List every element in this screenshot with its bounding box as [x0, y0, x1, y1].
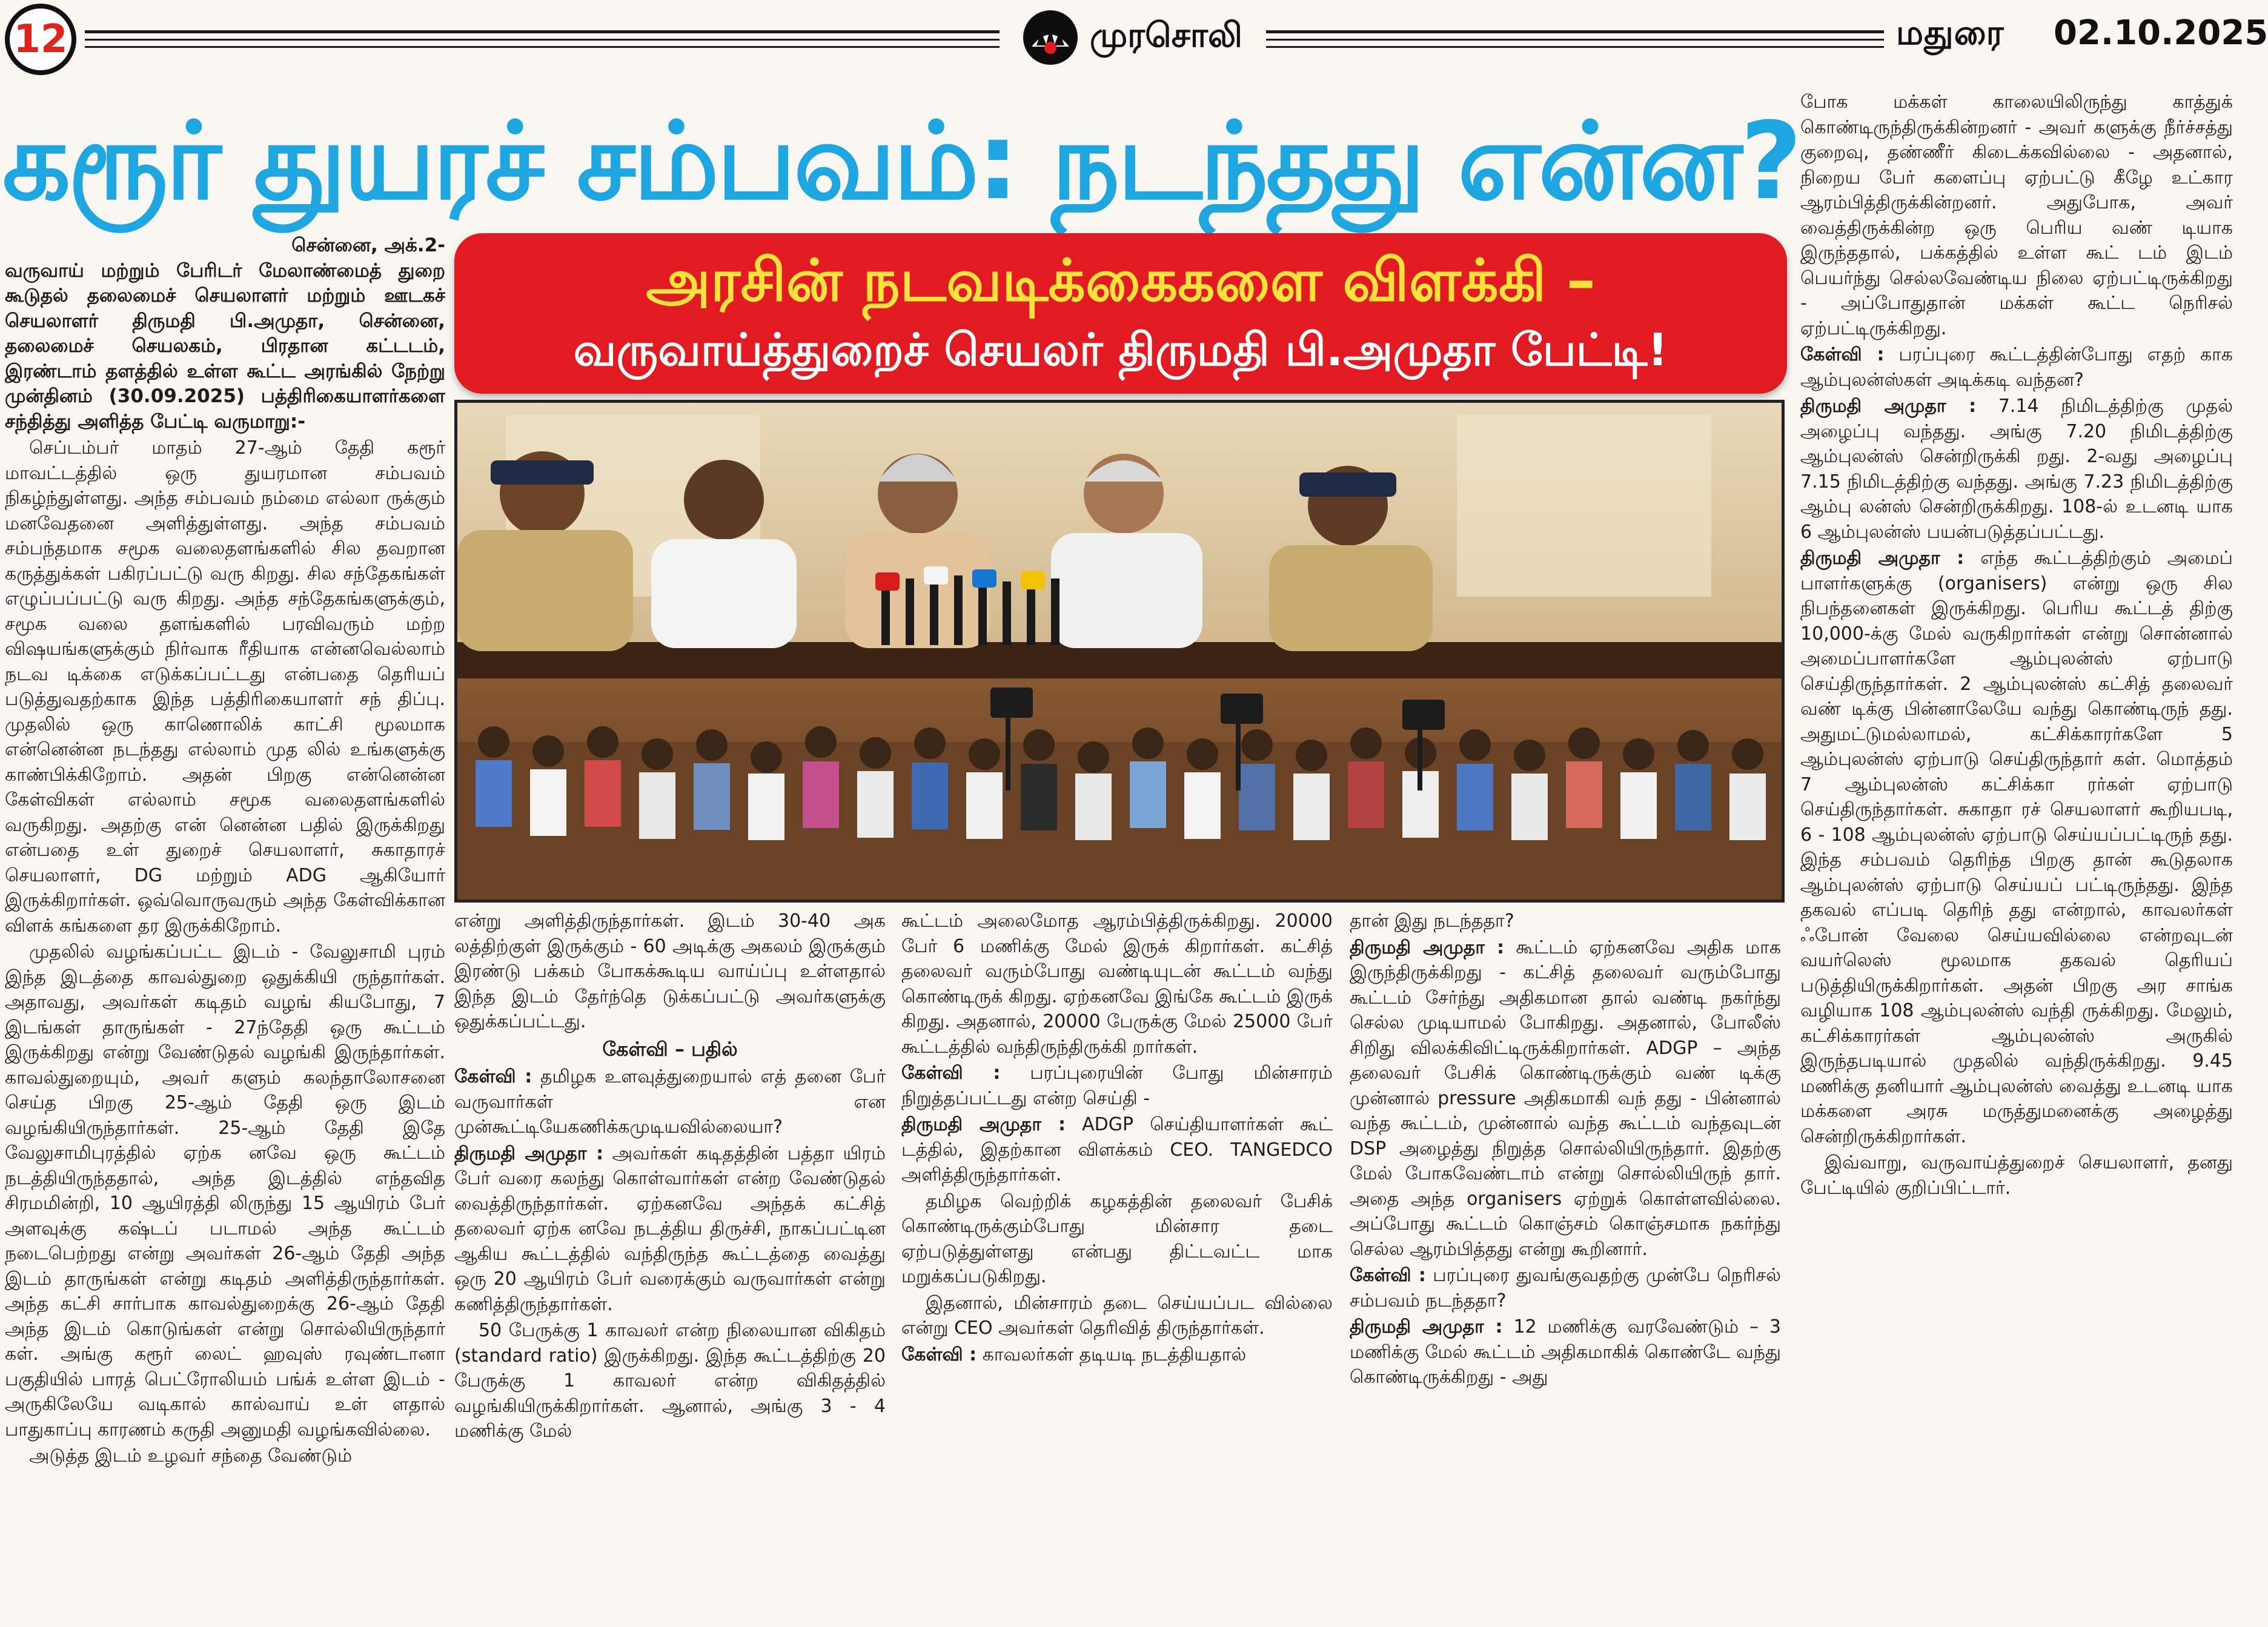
press-meet-photo [454, 400, 1785, 903]
article-paragraph: போக மக்கள் காலையிலிருந்து காத்துக் கொண்டிருந்திருக்கின்றனர் - அவர் களுக்கு நீர்ச்சத்து குறைவு, தண்ணீர் கிடைக்கவில்லை - அதனால், நிறைய பேர் களைப்பு ஏற்பட்டு கீழே உட்கார ஆரம்பித்திருக்கின்றனர். அதுபோக, அவர் வைத்திருக்கின்ற ஒரு பெரிய வண் டியாக இருந்ததால், பக்கத்தில் உள்ள கூட் டம் இடம் பெயர்ந்து செல்லவேண்டிய நிலை ஏற்பட்டிருக்கிறது - அப்போதுதான் மக்கள் கூட்ட நெரிசல் ஏற்பட்டிருக்கிறது. [1800, 91, 2233, 339]
article-paragraph: 50 பேருக்கு 1 காவலர் என்ற நிலையான விகிதம் (standard ratio) இருக்கிறது. இந்த கூட்டத்திற்கு 20 பேருக்கு 1 காவலர் என்ற விகிதத்தில் வழங்கியிருக்கிறார்கள். ஆனால், அங்கு 3 - 4 மணிக்கு மேல் [454, 1320, 886, 1442]
qa-label: கேள்வி : [1350, 1265, 1426, 1286]
article-closing: இவ்வாறு, வருவாய்த்துறைச் செயலாளர், தனது பேட்டியில் குறிப்பிட்டார். [1800, 1152, 2233, 1199]
qa-text: 7.14 நிமிடத்திற்கு முதல் அழைப்பு வந்தது. அங்கு 7.20 நிமிடத்திற்கு ஆம்புலன்ஸ் சென்றிருக்கி றது. 2-வது அழைப்பு 7.15 நிமிடத்திற்கு வந்தது. அங்கு 7.23 நிமிடத்திற்கு ஆம்பு லன்ஸ் சென்றிருக்கிறது. 108-ல் உடனடி யாக 6 ஆம்புலன்ஸ் பயன்படுத்தப்பட்டது. [1800, 396, 2233, 543]
qa-item [1800, 394, 2233, 545]
qa-label: கேள்வி : [454, 1066, 532, 1087]
page-number: 12 [5, 4, 76, 75]
brand-name: முரசொலி [1090, 16, 1242, 55]
rising-sun-icon [1023, 10, 1078, 65]
headline: கரூர் துயரச் சம்பவம்: நடந்தது என்ன? [2, 99, 1800, 224]
qa-text: பரப்புரை துவங்குவதற்கு முன்பே நெரிசல் சம்பவம் நடந்ததா? [1350, 1265, 1782, 1311]
qa-label: திருமதி அமுதா : [1800, 396, 1977, 417]
qa-item [454, 1064, 886, 1140]
article-column-4 [1350, 909, 1781, 1623]
qa-label: கேள்வி : [901, 1062, 1001, 1084]
qa-label: திருமதி அமுதா : [454, 1142, 604, 1164]
qa-item [1350, 1263, 1781, 1313]
article-paragraph: என்று அளித்திருந்தார்கள். இடம் 30-40 அக லத்திற்குள் இருக்கும் - 60 அடிக்கு அகலம் இருக்கும் இரண்டு பக்கம் போகக்கூடிய வாய்ப்பு உள்ளதால் இந்த இடம் தேர்ந்தெ டுக்கப்பட்டு அவர்களுக்கு ஒதுக்கப்பட்டது. [454, 910, 886, 1032]
qa-item [1350, 935, 1781, 1262]
qa-text: 12 மணிக்கு வரவேண்டும் – 3 மணிக்கு மேல் கூட்டம் அதிகமாகிக் கொண்டே வந்து கொண்டிருக்கிறது - அது [1350, 1316, 1781, 1388]
edition-label: மதுரை [1896, 13, 2004, 53]
article-column-3 [901, 909, 1333, 1623]
masthead-rule [85, 39, 1000, 41]
banner-line-1: அரசின் நடவடிக்கைகளை விளக்கி – [646, 247, 1596, 314]
masthead [0, 0, 2268, 73]
qa-item [1800, 342, 2233, 393]
qa-item [454, 1141, 886, 1317]
qa-text: தமிழக உளவுத்துறையால் எத் தனை பேர் வருவார்கள் என முன்கூட்டியேகணிக்கமுடியவில்லையா? [454, 1066, 886, 1138]
qa-label: திருமதி அமுதா : [1350, 1316, 1503, 1337]
qa-text: ADGP செய்தியாளர்கள் கூட் டத்தில், இதற்கான விளக்கம் CEO. TANGEDCO அளித்திருந்தார்கள். [901, 1114, 1333, 1185]
qa-text: எந்த கூட்டத்திற்கும் அமைப் பாளர்களுக்கு (organisers) என்று ஒரு சில நிபந்தனைகள் இருக்கிறது. பெரிய கூட்டத் திற்கு 10,000-க்கு மேல் வருகிறார்கள் என்று சொன்னால் அமைப்பாளர்களே ஆம்புலன்ஸ் ஏற்பாடு செய்திருந்தார்கள். 2 ஆம்புலன்ஸ் கட்சித் தலைவர் வண் டிக்கு பின்னாலேயே வந்து கொண்டிருந் தது. அதுமட்டுமல்லாமல், கட்சிக்காரர்களே 5 ஆம்புலன்ஸ் ஏற்பாடு செய்திருந்தார் கள். மொத்தம் 7 ஆம்புலன்ஸ் கட்சிக்கா ரர்கள் ஏற்பாடு செய்திருந்தார்கள். சுகாதா ரச் செயலாளர் கூறியபடி, 6 - 108 ஆம்புலன்ஸ் ஏற்பாடு செய்யப்பட்டிருந் தது. இந்த சம்பவம் தெரிந்த பிறகு தான் கூடுதலாக ஆம்புலன்ஸ் ஏற்பாடு செய்யப் பட்டிருந்தது. இந்த தகவல் எப்படி தெரிந் தது என்றால், காவலர்கள் ஃபோன் வேலை செய்யவில்லை என்றவுடன் வயர்லெஸ் மூலமாக தகவல் தெரியப் படுத்தியிருக்கிறார்கள். அதன் பிறகு அர சாங்க வழியாக 108 ஆம்புலன்ஸ் வந்தி ருக்கிறது. மேலும், கட்சிக்காரர்கள் ஆம்புலன்ஸ் அருகில் இருந்தபடியால் முதலில் வந்திருக்கிறது. 9.45 மணிக்கு தனியார் ஆம்புலன்ஸ் வைத்து உடனடி யாக மக்களை அரசு மருத்துமனைக்கு அழைத்து சென்றிருக்கிறார்கள். [1800, 548, 2233, 1147]
article-paragraph: அடுத்த இடம் உழவர் சந்தை வேண்டும் [29, 1445, 353, 1466]
qa-label: திருமதி அமுதா : [901, 1114, 1066, 1135]
article-column-1 [5, 233, 445, 1620]
qa-text: பரப்புரையின் போது மின்சாரம் நிறுத்தப்பட்டது என்ற செய்தி - [901, 1062, 1333, 1109]
subheadline-banner [454, 233, 1787, 394]
qa-label: கேள்வி : [901, 1344, 977, 1365]
article-paragraph: தமிழக வெற்றிக் கழகத்தின் தலைவர் பேசிக் கொண்டிருக்கும்போது மின்சார தடை ஏற்படுத்துள்ளது என்பது திட்டவட்ட மாக மறுக்கப்படுகிறது. [901, 1190, 1333, 1287]
article-column-2 [454, 909, 886, 1623]
article-paragraph: தான் இது நடந்ததா? [1350, 910, 1514, 932]
banner-line-2: வருவாய்த்துறைச் செயலர் திருமதி பி.அமுதா பேட்டி! [573, 324, 1668, 376]
masthead-rule [1266, 39, 1884, 41]
issue-date: 02.10.2025 [2054, 13, 2268, 53]
qa-text: கூட்டம் ஏற்கனவே அதிக மாக இருந்திருக்கிறது - கட்சித் தலைவர் வரும்போது கூட்டம் சேர்ந்து அதிகமான தால் வண்டி நகர்ந்து செல்ல முடியாமல் போகிறது. அதனால், போலீஸ் சிறிது விலக்கிவிட்டிருக்கிறார்கள். ADGP – அந்த தலைவர் பேசிக் கொண்டிருக்கும் வண் டிக்கு முன்னால் pressure அதிகமாகி வந் தது - பின்னால் வந்த கூட்டம், முன்னால் வந்த கூட்டம் வந்தவுடன் DSP அழைத்து நிறுத்த சொல்லியிருந்தார். இதற்கு மேல் போகவேண்டாம் என்று சொல்லியிருந் தார். அதை அந்த organisers ஏற்றுக் கொள்ளவில்லை. அப்போது கூட்டம் கொஞ்சம் கொஞ்சமாக நகர்ந்து செல்ல ஆரம்பித்தது என்று கூறினார். [1350, 936, 1782, 1260]
qa-label: திருமதி அமுதா : [1350, 936, 1505, 958]
qa-label: திருமதி அமுதா : [1800, 548, 1965, 569]
masthead-rule [85, 46, 1000, 48]
qa-text: பரப்புரை கூட்டத்தின்போது எதற் காக ஆம்புலன்ஸ்கள் அடிக்கடி வந்தன? [1800, 344, 2233, 391]
article-column-5 [1800, 90, 2233, 1622]
qa-item [901, 1061, 1333, 1111]
qa-item [1800, 546, 2233, 1149]
dateline: சென்னை, அக்.2- [291, 234, 445, 256]
qa-item [1350, 1314, 1781, 1390]
article-lead: வருவாய் மற்றும் பேரிடர் மேலாண்மைத் துறை கூடுதல் தலைமைச் செயலாளர் மற்றும் ஊடகச் செயலாளர் திருமதி பி.அமுதா, சென்னை, தலைமைச் செயலகம், பிரதான கட்டடம், இரண்டாம் தளத்தில் உள்ள கூட்ட அரங்கில் நேற்று முன்தினம் (30.09.2025) பத்திரிகையாளர்களை சந்தித்து அளித்த பேட்டி வருமாறு:- [5, 259, 445, 432]
qa-text: காவலர்கள் தடியடி நடத்தியதால் [982, 1344, 1247, 1365]
masthead-rule [1266, 30, 1884, 33]
article-paragraph: கூட்டம் அலைமோத ஆரம்பித்திருக்கிறது. 20000 பேர் 6 மணிக்கு மேல் இருக் கிறார்கள். கட்சித் தலைவர் வரும்போது வண்டியுடன் கூட்டம் வந்து கொண்டிருக் கிறது. ஏற்கனவே இங்கே கூட்டம் இருக் கிறது. அதனால், 20000 பேருக்கு மேல் 25000 பேர் கூட்டத்தில் வந்திருந்திருக்கி றார்கள். [901, 910, 1333, 1058]
article-paragraph: செப்டம்பர் மாதம் 27-ஆம் தேதி கரூர் மாவட்டத்தில் ஒரு துயரமான சம்பவம் நிகழ்ந்துள்ளது. அந்த சம்பவம் நம்மை எல்லா ருக்கும் மனவேதனை அளித்துள்ளது. அந்த சம்பவம் சம்பந்தமாக சமூக வலைதளங்களில் சில தவறான கருத்துக்கள் பகிரப்பட்டு வரு கிறது. சில சந்தேகங்கள் எழுப்பப்பட்டு வரு கிறது. அந்த சந்தேகங்களுக்கும், சமூக வலை தளங்களில் பரவிவரும் மற்ற விஷயங்களுக்கும் நிர்வாக ரீதியாக என்னவெல்லாம் நடவ டிக்கை எடுக்கப்பட்டது என்பதை தெரியப் படுத்துவதற்காக இந்த பத்திரிகையாளர் சந் திப்பு. முதலில் ஒரு காணொலிக் காட்சி மூலமாக என்னென்ன நடந்தது எல்லாம் முத லில் உங்களுக்கு காண்பிக்கிறோம். அதன் பிறகு என்னென்ன கேள்விகள் எல்லாம் சமூக வலைதளங்களில் வருகிறது. அதற்கு என் னென்ன பதில் இருக்கிறது என்பதை உள் துறைச் செயலாளர், சுகாதாரச் செயலாளர், DG மற்றும் ADG ஆகியோர் இருக்கிறார்கள். ஒவ்வொருவரும் அந்த கேள்விக்கான விளக் கங்களை தர இருக்கிறோம். [5, 437, 445, 936]
brand [1006, 8, 1260, 67]
qa-item [901, 1112, 1333, 1188]
masthead-rule [1266, 46, 1884, 48]
article-paragraph: முதலில் வழங்கப்பட்ட இடம் - வேலுசாமி புரம் இந்த இடத்தை காவல்துறை ஒதுக்கியி ருந்தார்கள். அதாவது, அவர்கள் கடிதம் வழங் கியபோது, 7 இடங்கள் தாருங்கள் - 27ந்தேதி ஒரு கூட்டம் இருக்கிறது என்று வேண்டுதல் வழங்கி இருந்தார்கள். காவல்துறையும், அவர் களும் கலந்தாலோசனை செய்த பிறகு 25-ஆம் தேதி ஒரு இடம் வழங்கியிருந்தார்கள். 25-ஆம் தேதி இதே வேலுசாமிபுரத்தில் ஏற்க னவே ஒரு கூட்டம் நடத்தியிருந்ததால், அந்த இடத்தில் எந்தவித சிரமமின்றி, 10 ஆயிரத்தி லிருந்து 15 ஆயிரம் பேர் அளவுக்கு கஷ்டப் படாமல் அந்த கூட்டம் நடைபெற்றது என்று அவர்கள் 26-ஆம் தேதி அந்த இடம் தாருங்கள் என்று கடிதம் அளித்திருந்தார்கள். அந்த கட்சி சார்பாக காவல்துறைக்கு 26-ஆம் தேதி அந்த இடம் கொடுங்கள் என்று சொல்லியிருந்தார் கள். அங்கு கரூர் லைட் ஹவுஸ் ரவுண்டானா பகுதியில் பாரத் பெட்ரோலியம் பங்க் உள்ள இடம் - அருகிலேயே வடிகால் கால்வாய் உள் ளதால் பாதுகாப்பு காரணம் கருதி அனுமதி வழங்கவில்லை. [5, 941, 445, 1440]
press-meet-illustration [457, 403, 1782, 900]
qa-text: அவர்கள் கடிதத்தின் பத்தா யிரம் பேர் வரை கலந்து கொள்வார்கள் என்ற வேண்டுதல் வைத்திருந்தார்கள். ஏற்கனவே அந்தக் கட்சித் தலைவர் ஏற்க னவே நடத்திய திருச்சி, நாகப்பட்டின ஆகிய கூட்டத்தில் வந்திருந்த கூட்டத்தை வைத்து ஒரு 20 ஆயிரம் பேர் வரைக்கும் வருவார்கள் என்று கணித்திருந்தார்கள். [454, 1142, 886, 1315]
article-paragraph: இதனால், மின்சாரம் தடை செய்யப்பட வில்லை என்று CEO அவர்கள் தெரிவித் திருந்தார்கள். [901, 1292, 1333, 1339]
masthead-rule [85, 30, 1000, 33]
qa-heading: கேள்வி – பதில் [602, 1037, 738, 1061]
qa-item [901, 1342, 1333, 1368]
qa-label: கேள்வி : [1800, 344, 1885, 365]
